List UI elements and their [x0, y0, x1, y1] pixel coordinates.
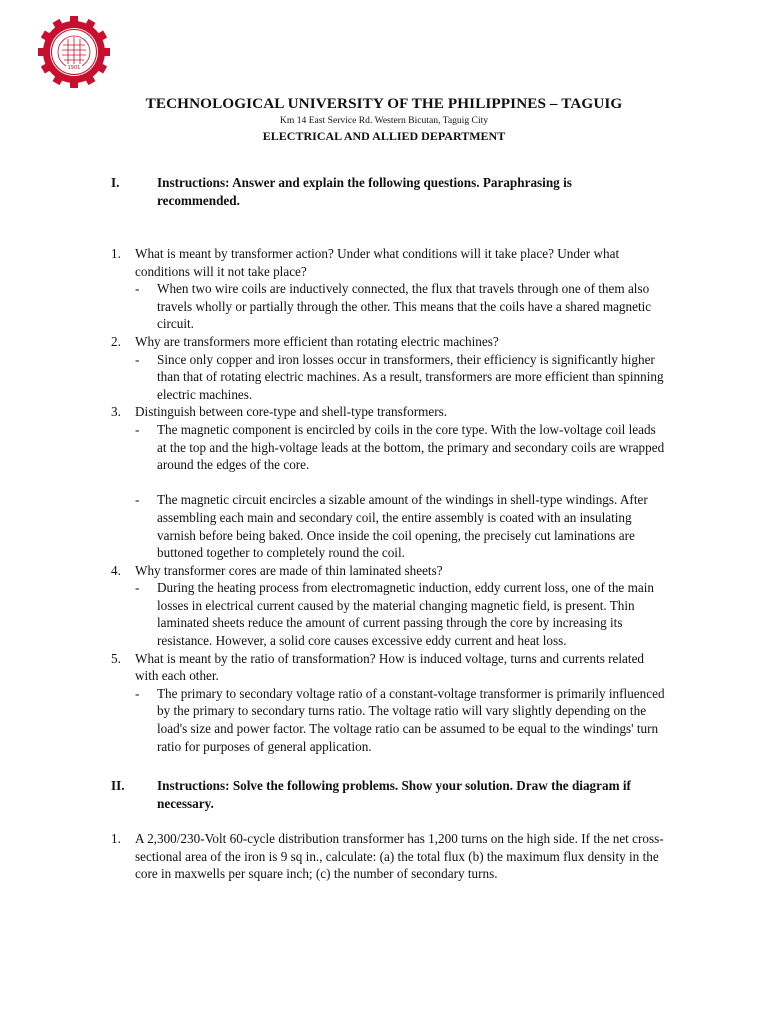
question-text: What is meant by transformer action? Under what conditions will it take place? Under what conditions will it not take place?: [135, 246, 620, 279]
question-number: 5.: [111, 650, 121, 666]
problem-item: [0, 830, 665, 883]
section-number: I.: [111, 175, 120, 190]
bullet-dash: -: [135, 421, 140, 437]
answer-item: [135, 491, 665, 561]
bullet-dash: -: [135, 580, 140, 596]
answer-text: The primary to secondary voltage ratio of a constant-voltage transformer is primarily influenced by the primary to secondary turns ratio. The voltage ratio will vary slightly depending on the load's size and power factor. The voltage ratio can be assumed to be equal to the windings' turn ratio for purposes of general application.: [157, 685, 665, 754]
section-instruction: Instructions: Answer and explain the following questions. Paraphrasing is recommended.: [157, 175, 572, 208]
section-number: II.: [111, 778, 125, 793]
answer-item: [135, 421, 665, 474]
svg-text:1901: 1901: [67, 65, 81, 71]
question-number: 4.: [111, 562, 121, 578]
question-text: Why transformer cores are made of thin laminated sheets?: [135, 562, 443, 578]
question-item: [0, 562, 665, 650]
question-text: Why are transformers more efficient than rotating electric machines?: [135, 333, 499, 349]
question-number: 1.: [111, 246, 121, 261]
answer-item: [135, 579, 665, 649]
question-item: [0, 333, 665, 403]
answer-text: When two wire coils are inductively connected, the flux that travels through one of them also travels wholly or partially through the other. This means that the coils have a shared magnetic circuit.: [157, 281, 652, 332]
university-name: TECHNOLOGICAL UNIVERSITY OF THE PHILIPPINES – TAGUIG: [145, 95, 623, 112]
answer-item: [135, 351, 665, 404]
question-number: 3.: [111, 404, 121, 420]
answer-text: The magnetic circuit encircles a sizable amount of the windings in shell-type windings. After assembling each main and secondary coil, the entire assembly is coated with an insulating varnish before being baked. Once inside the coil opening, the precisely cut laminations are buttoned together to completely round the coil.: [157, 492, 648, 561]
bullet-dash: -: [135, 492, 140, 508]
bullet-dash: -: [135, 281, 140, 297]
answer-item: [135, 280, 665, 333]
problem-list: [0, 830, 768, 883]
university-seal-icon: [37, 15, 111, 89]
problem-text: A 2,300/230-Volt 60-cycle distribution transformer has 1,200 turns on the high side. If the net cross-sectional area of the iron is 9 sq in., calculate: (a) the total flux (b) the maximum flux density in the core in maxwells per square inch; (c) the number of secondary turns.: [135, 831, 664, 882]
problem-number: 1.: [111, 831, 121, 846]
bullet-dash: -: [135, 351, 140, 367]
question-text: Distinguish between core-type and shell-type transformers.: [135, 404, 448, 420]
question-list: [0, 245, 768, 755]
answer-item: [135, 685, 665, 755]
question-item: [0, 650, 665, 756]
answer-text: Since only copper and iron losses occur in transformers, their efficiency is significantly higher than that of rotating electric machines. As a result, transformers are more efficient than spinning electric machines.: [157, 351, 664, 402]
answer-text: During the heating process from electromagnetic induction, eddy current loss, one of the main losses in electrical current caused by the material changing magnetic field, is present. Thin laminated sheets reduce the amount of current passing through the core by increasing its resistance. However, a solid core causes excessive eddy current and heat loss.: [157, 580, 654, 649]
question-item: [0, 403, 665, 561]
question-item: [0, 245, 665, 333]
answer-text: The magnetic component is encircled by coils in the core type. With the low-voltage coil leads at the top and the high-voltage leads at the bottom, the primary and secondary coils are wrapped around the edges of the core.: [157, 421, 665, 473]
question-text: What is meant by the ratio of transformation? How is induced voltage, turns and currents related with each other.: [135, 650, 645, 684]
question-number: 2.: [111, 333, 121, 349]
section-instruction: Instructions: Solve the following problems. Show your solution. Draw the diagram if necessary.: [157, 778, 631, 811]
department-name: ELECTRICAL AND ALLIED DEPARTMENT: [262, 129, 506, 143]
university-address: Km 14 East Service Rd. Western Bicutan, Taguig City: [279, 115, 489, 126]
bullet-dash: -: [135, 685, 140, 701]
